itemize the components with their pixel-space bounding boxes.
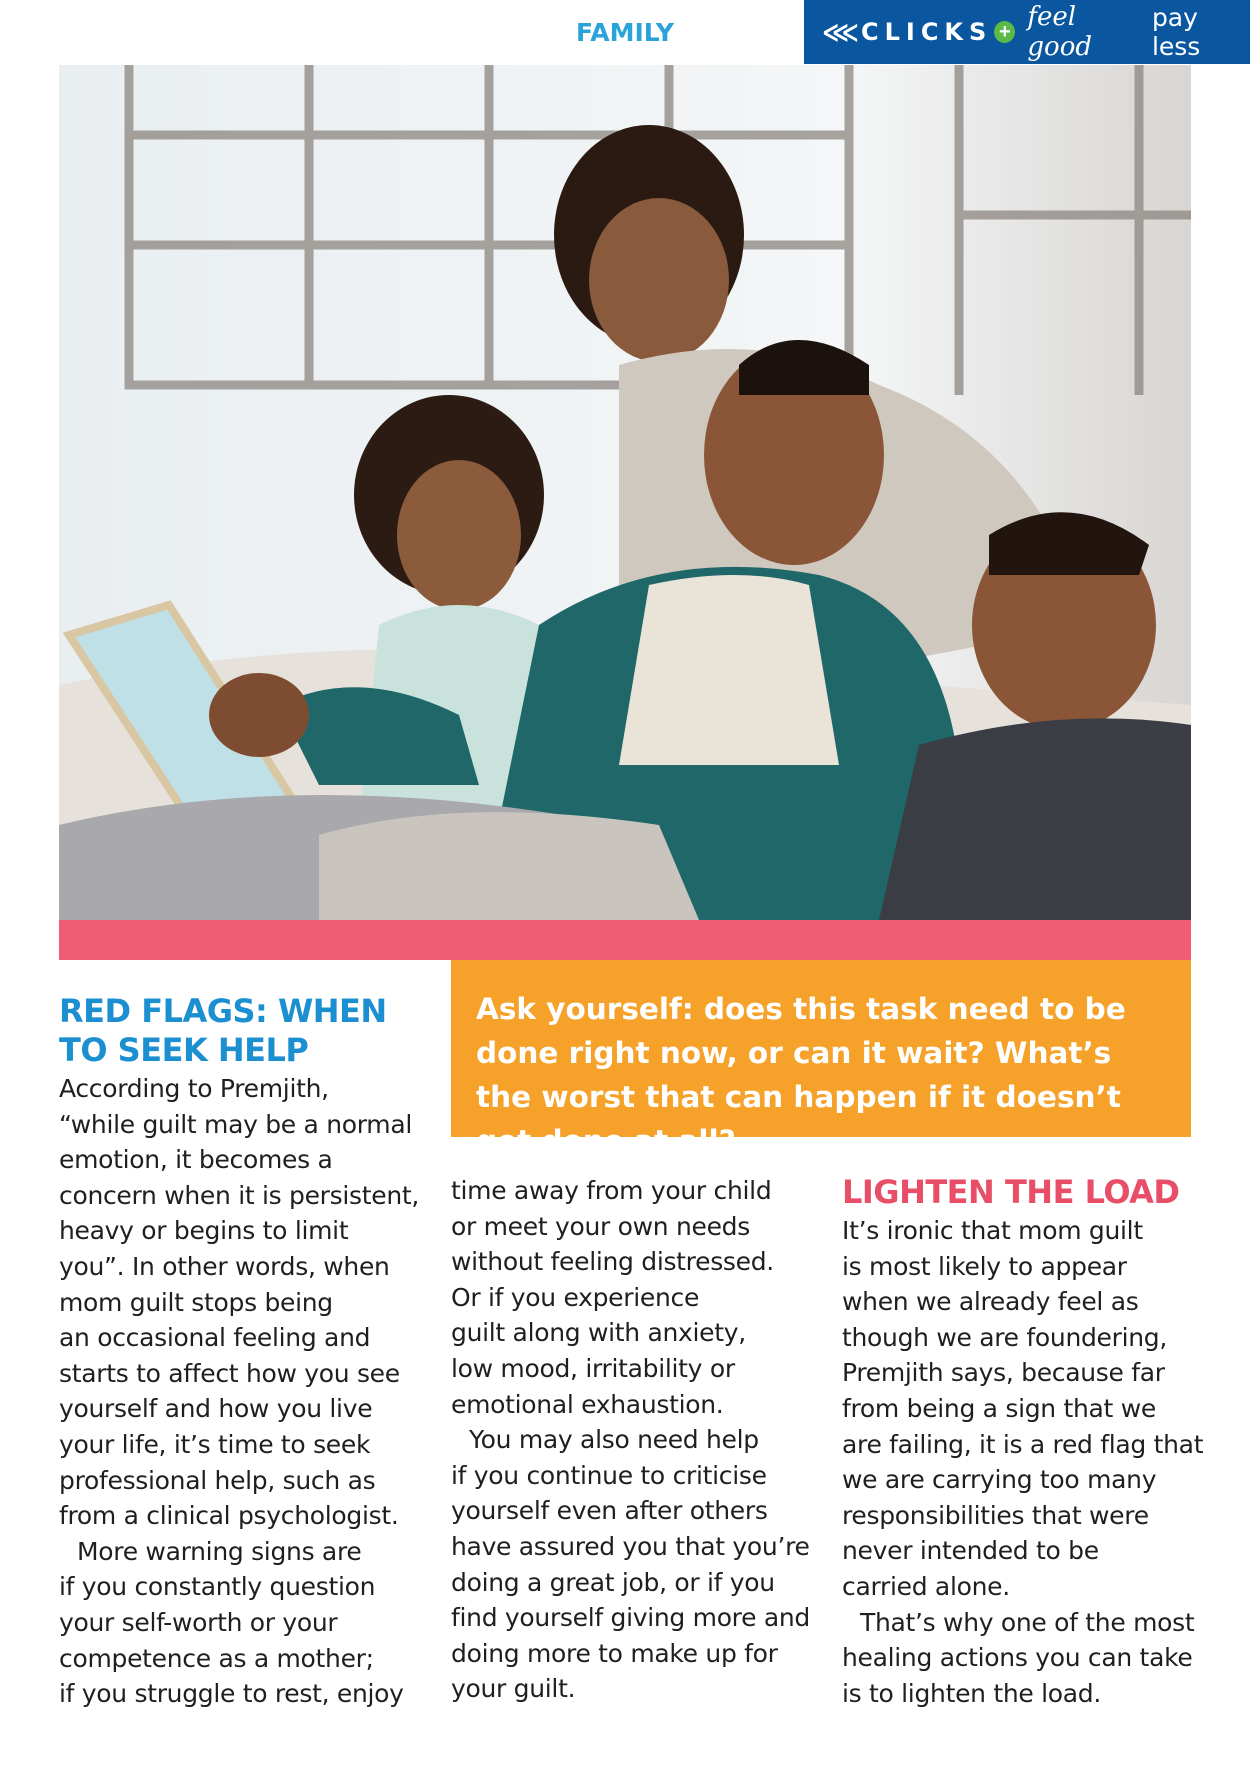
body-line: emotion, it becomes a bbox=[59, 1145, 333, 1175]
body-line: from being a sign that we bbox=[842, 1393, 1156, 1423]
left-column-body bbox=[59, 1071, 429, 1712]
brand-tagline-script: feel good bbox=[1027, 2, 1092, 62]
body-line: It’s ironic that mom guilt bbox=[842, 1216, 1143, 1245]
body-line: competence as a mother; bbox=[59, 1643, 374, 1673]
clicks-bird-logo-icon: ⋘ bbox=[822, 16, 859, 47]
heading-red-flags bbox=[59, 992, 419, 1070]
section-label: FAMILY bbox=[576, 18, 674, 47]
body-line: though we are foundering, bbox=[842, 1322, 1168, 1352]
body-line: have assured you that you’re bbox=[451, 1531, 810, 1561]
green-cross-icon: + bbox=[994, 21, 1015, 43]
family-photo-illustration bbox=[59, 65, 1191, 920]
body-line: heavy or begins to limit bbox=[59, 1216, 349, 1246]
body-line: doing a great job, or if you bbox=[451, 1567, 775, 1597]
body-line: yourself even after others bbox=[451, 1496, 768, 1526]
body-line: if you constantly question bbox=[59, 1572, 376, 1602]
middle-column-body bbox=[451, 1173, 821, 1707]
body-line: “while guilt may be a normal bbox=[59, 1109, 413, 1139]
body-line: low mood, irritability or bbox=[451, 1353, 735, 1383]
body-line: healing actions you can take bbox=[842, 1643, 1193, 1673]
body-line: You may also need help bbox=[469, 1425, 759, 1455]
body-line: find yourself giving more and bbox=[451, 1603, 810, 1633]
body-line: emotional exhaustion. bbox=[451, 1389, 724, 1419]
body-line: More warning signs are bbox=[77, 1536, 362, 1566]
body-line: mom guilt stops being bbox=[59, 1287, 333, 1317]
body-line: guilt along with anxiety, bbox=[451, 1318, 746, 1348]
body-line: are failing, it is a red flag that bbox=[842, 1429, 1204, 1459]
body-line: concern when it is persistent, bbox=[59, 1180, 420, 1210]
body-line: your life, it’s time to seek bbox=[59, 1429, 371, 1459]
body-line: is most likely to appear bbox=[842, 1251, 1127, 1281]
body-line: That’s why one of the most bbox=[860, 1607, 1195, 1637]
body-line: your self-worth or your bbox=[59, 1607, 338, 1637]
callout-box bbox=[451, 960, 1191, 1158]
body-line: from a clinical psychologist. bbox=[59, 1501, 399, 1531]
body-line: if you struggle to rest, enjoy bbox=[59, 1679, 404, 1709]
body-line: doing more to make up for bbox=[451, 1638, 778, 1668]
body-line: Premjith says, because far bbox=[842, 1358, 1165, 1388]
body-line: never intended to be bbox=[842, 1536, 1099, 1566]
body-line: you”. In other words, when bbox=[59, 1251, 390, 1281]
heading-red-flags-line-2: TO SEEK HELP bbox=[59, 1031, 309, 1069]
right-column-body bbox=[842, 1213, 1202, 1711]
body-line: professional help, such as bbox=[59, 1465, 376, 1495]
body-line: starts to affect how you see bbox=[59, 1358, 400, 1388]
family-photo bbox=[59, 65, 1191, 920]
brand-banner bbox=[804, 0, 1250, 64]
body-line: an occasional feeling and bbox=[59, 1323, 371, 1353]
heading-red-flags-line-1: RED FLAGS: WHEN bbox=[59, 992, 387, 1030]
body-line: Or if you experience bbox=[451, 1282, 700, 1312]
brand-name: CLICKS bbox=[860, 18, 993, 46]
body-line: carried alone. bbox=[842, 1571, 1010, 1601]
brand-tagline: pay less bbox=[1151, 3, 1201, 61]
body-line: without feeling distressed. bbox=[451, 1247, 774, 1277]
heading-lighten-the-load: LIGHTEN THE LOAD bbox=[842, 1173, 1180, 1211]
body-line: yourself and how you live bbox=[59, 1394, 373, 1424]
body-line: we are carrying too many bbox=[842, 1465, 1157, 1495]
body-line: or meet your own needs bbox=[451, 1211, 750, 1241]
body-line: time away from your child bbox=[451, 1176, 772, 1205]
body-line: your guilt. bbox=[451, 1674, 576, 1704]
coral-divider-band bbox=[59, 920, 1191, 960]
body-line: is to lighten the load. bbox=[842, 1678, 1101, 1708]
callout-text: Ask yourself: does this task need to be done right now, or can it wait? What’s the worst that can happen if it doesn’t get done at all? bbox=[476, 992, 1126, 1158]
body-line: if you continue to criticise bbox=[451, 1460, 767, 1490]
body-line: when we already feel as bbox=[842, 1287, 1139, 1317]
body-line: According to Premjith, bbox=[59, 1074, 329, 1103]
body-line: responsibilities that were bbox=[842, 1500, 1149, 1530]
